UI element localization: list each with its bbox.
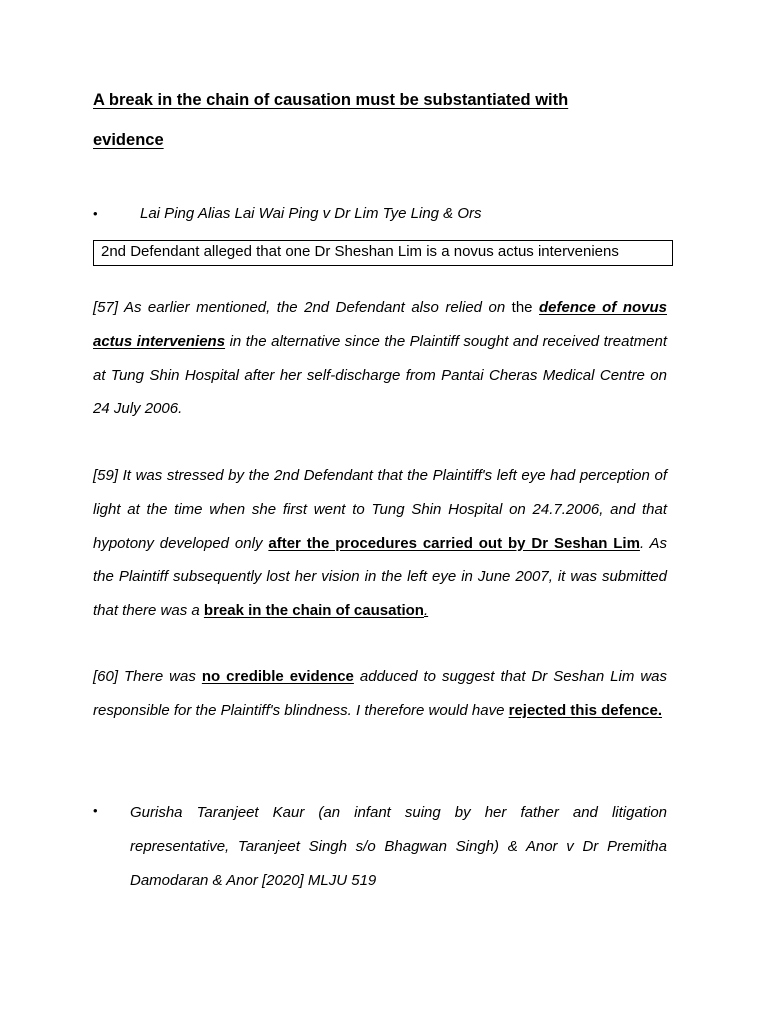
case-title-1: Lai Ping Alias Lai Wai Ping v Dr Lim Tye Ling & Ors (140, 205, 482, 222)
p57-text-2: in the alternative since the Plaintiff sought and received treatment at Tung Shin Hospital after her self-discharge from Pantai Cheras Medical Centre on 24 July 2006. (93, 332, 668, 418)
heading-line-2: evidence (93, 131, 164, 149)
p60-text-1: [60] There was (93, 668, 202, 685)
bullet-icon: • (93, 803, 98, 818)
p59-text-1: [59] It was stressed by the 2nd Defendant that the Plaintiff's left eye had perception of light at the time when she first went to Tung Shin Hospital on 24.7.2006, and that hypotony developed only (93, 467, 667, 552)
p60-bold-2: rejected this defence. (508, 701, 663, 719)
paragraph-57 (93, 291, 667, 426)
p59-bold-1: after the procedures carried out by Dr Seshan Lim (268, 534, 640, 552)
heading-line-1: A break in the chain of causation must be substantiated with (93, 91, 569, 109)
p60-text-2: adduced to suggest that Dr Seshan Lim was responsible for the Plaintiff's blindness. I therefore would have (93, 668, 667, 719)
paragraph-59 (93, 459, 667, 628)
p57-text-the: the (511, 299, 533, 316)
bullet-icon: • (93, 206, 98, 221)
paragraph-60 (93, 660, 667, 728)
case-citation-2: Gurisha Taranjeet Kaur (an infant suing by her father and litigation representative, Taranjeet Singh s/o Bhagwan Singh) & Anor v Dr Premitha Damodaran & Anor [2020] MLJU 519 (130, 804, 667, 889)
summary-box: 2nd Defendant alleged that one Dr Sheshan Lim is a novus actus interveniens (93, 240, 673, 266)
p57-bold-1: defence of novus actus interveniens (93, 299, 667, 350)
p59-text-3: . (423, 602, 429, 620)
p59-bold-2: break in the chain of causation (203, 602, 424, 620)
p59-text-2: . As the Plaintiff subsequently lost her vision in the left eye in June 2007, it was submitted that there was a (93, 534, 667, 620)
p60-bold-1: no credible evidence (201, 668, 354, 685)
section-heading (93, 80, 668, 160)
p57-text-1: [57] As earlier mentioned, the 2nd Defendant also relied on (93, 299, 512, 316)
